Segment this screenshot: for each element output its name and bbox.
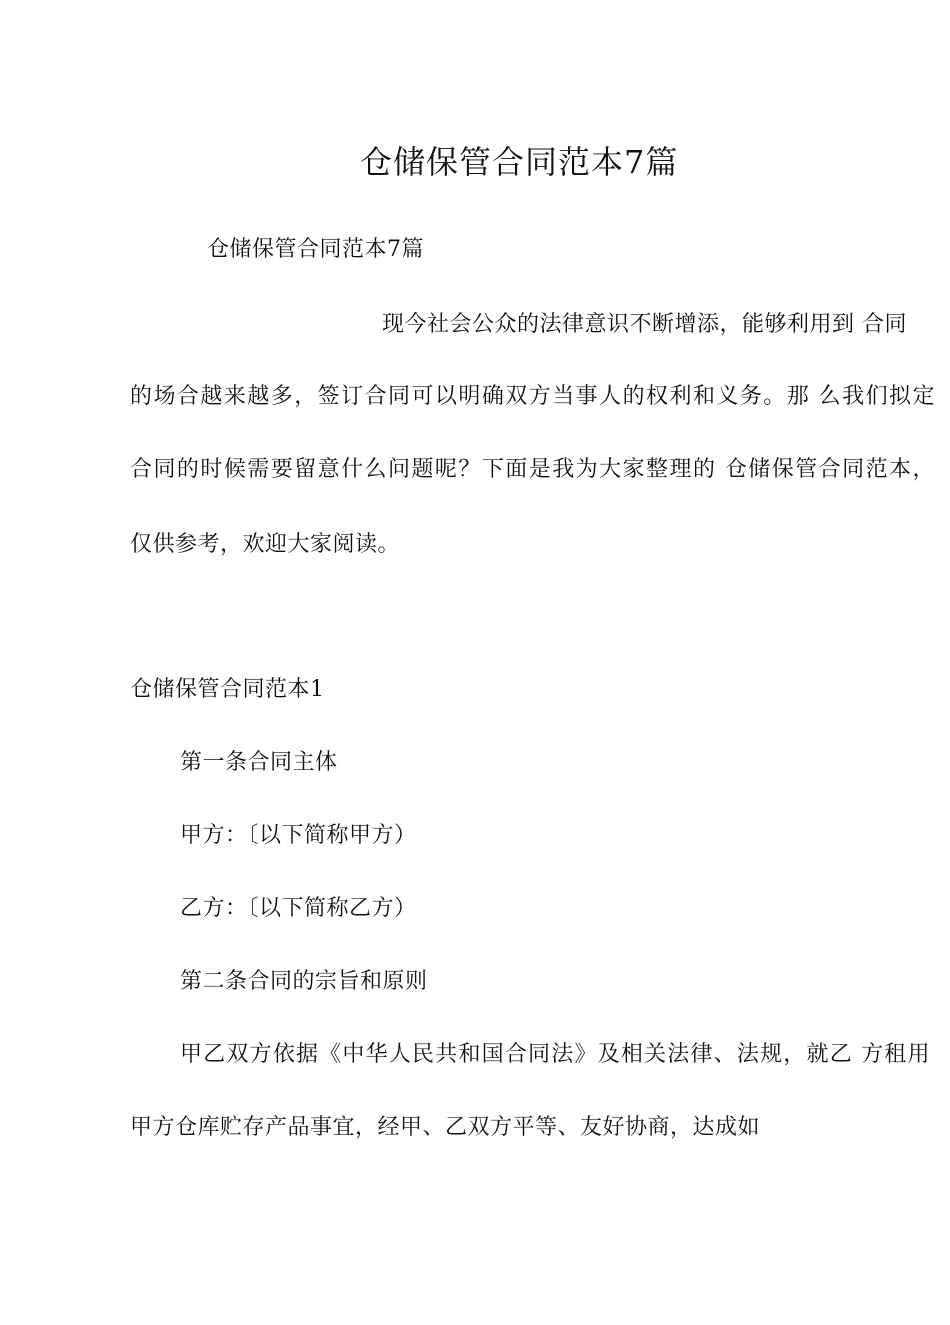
article-2-title: 第二条合同的宗旨和原则 xyxy=(180,969,428,994)
party-b-line: 乙方：〔以下简称乙方） xyxy=(180,896,417,921)
document-subtitle: 仓储保管合同范本7篇 xyxy=(207,237,424,262)
article-1-title: 第一条合同主体 xyxy=(180,750,338,775)
party-a-line: 甲方：〔以下简称甲方） xyxy=(180,823,417,848)
intro-line-2: 的场合越来越多，签订合同可以明确双方当事人的权利和义务。那 么我们拟定 xyxy=(130,384,935,409)
document-title: 仓储保管合同范本7篇 xyxy=(360,143,679,181)
section-heading: 仓储保管合同范本1 xyxy=(130,677,325,702)
intro-line-3: 合同的时候需要留意什么问题呢？下面是我为大家整理的 仓储保管合同范本， xyxy=(130,457,935,482)
article-2-line-1: 甲乙双方依据《中华人民共和国合同法》及相关法律、法规，就乙 方租用 xyxy=(180,1042,930,1067)
article-2-line-2: 甲方仓库贮存产品事宜，经甲、乙双方平等、友好协商，达成如 xyxy=(130,1115,761,1140)
intro-line-4: 仅供参考，欢迎大家阅读。 xyxy=(130,532,401,557)
intro-line-1: 现今社会公众的法律意识不断增添，能够利用到 合同 xyxy=(382,312,907,337)
